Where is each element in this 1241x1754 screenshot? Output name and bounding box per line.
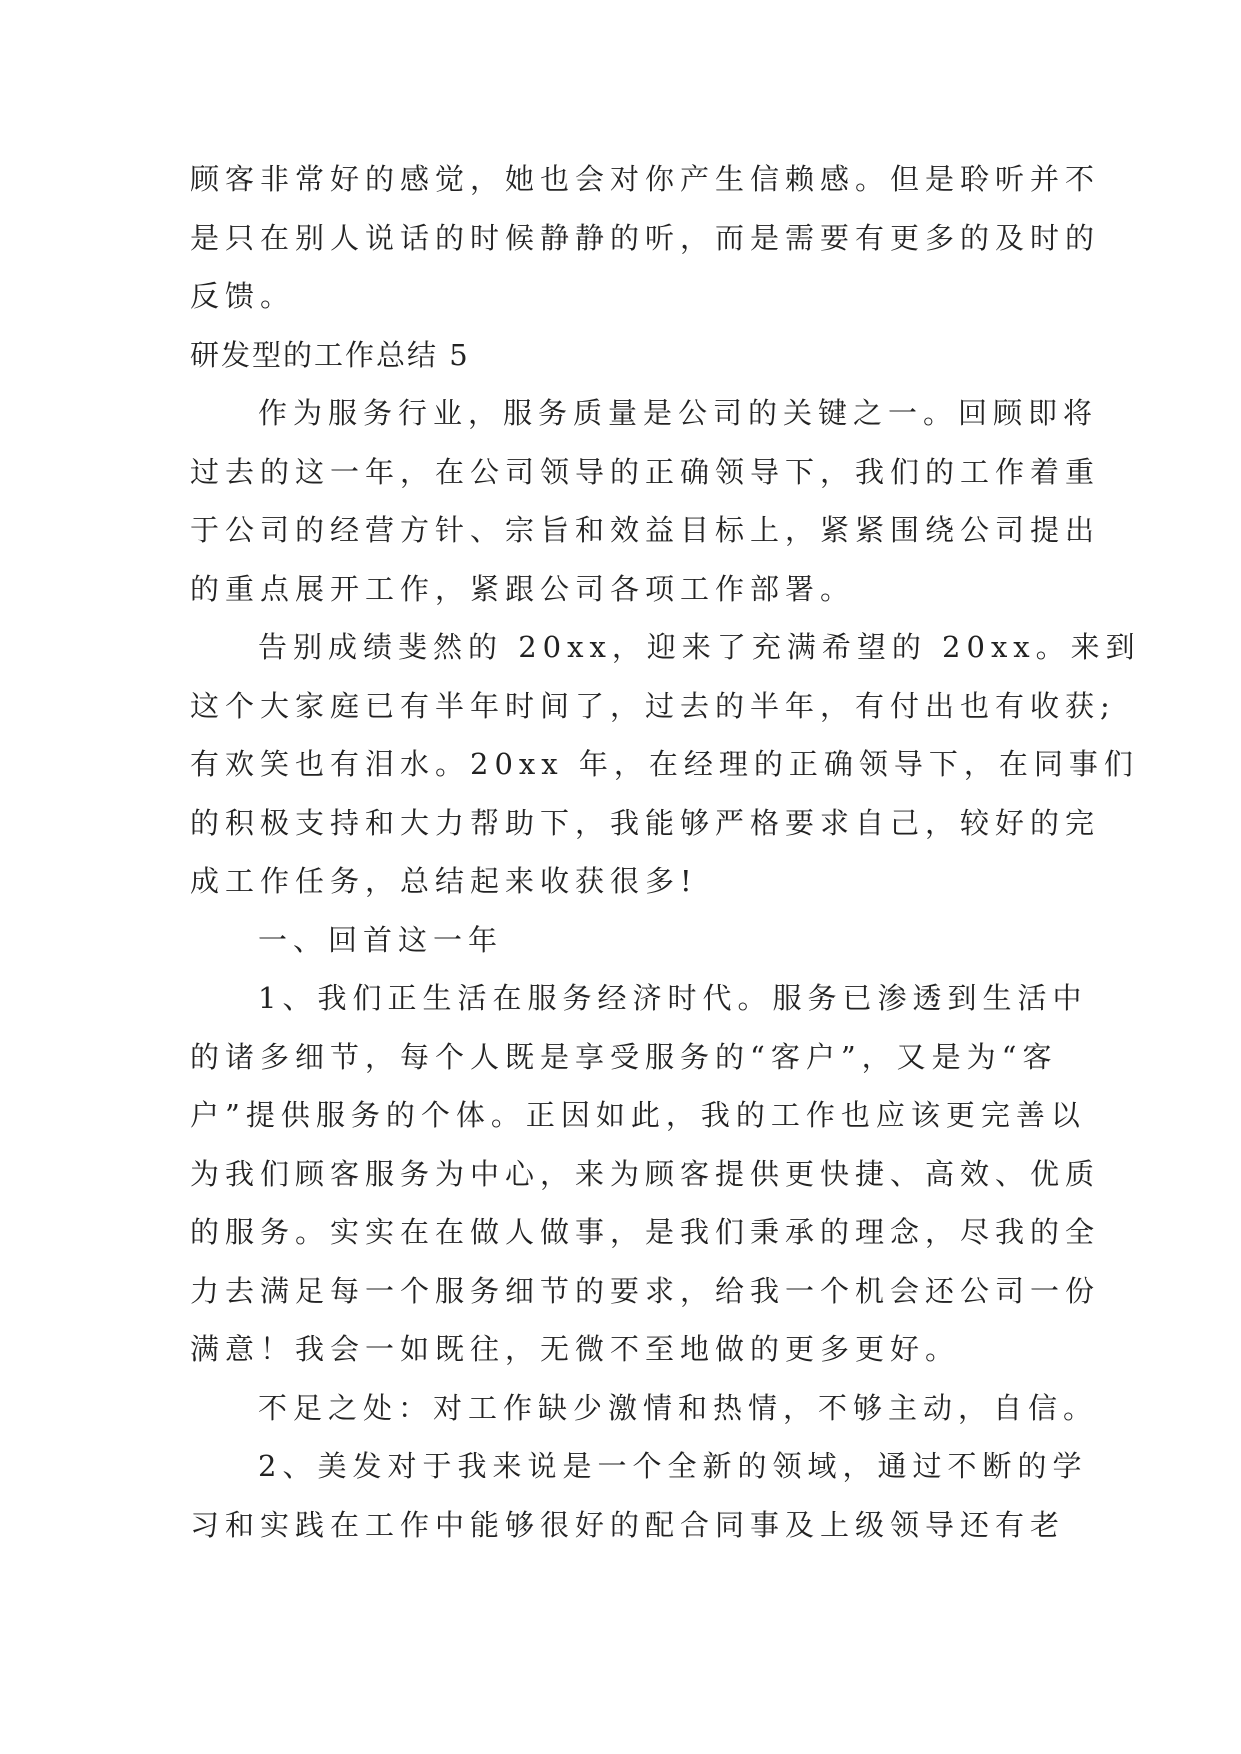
- text-line: 的积极支持和大力帮助下，我能够严格要求自己，较好的完: [190, 805, 1101, 840]
- text-line: 的服务。实实在在做人做事，是我们秉承的理念，尽我的全: [190, 1215, 1101, 1249]
- paragraph-first-line: 作为服务行业，服务质量是公司的关键之一。回顾即将: [258, 396, 1099, 430]
- text-line: 的重点展开工作，紧跟公司各项工作部署。: [190, 571, 856, 606]
- document-body: [190, 150, 1141, 1554]
- paragraph-first-line: 2、美发对于我来说是一个全新的领域，通过不断的学: [258, 1449, 1088, 1483]
- paragraph-first-line: 告别成绩斐然的 20xx，迎来了充满希望的 20xx。来到: [258, 630, 1141, 664]
- section-heading: 研发型的工作总结 5: [190, 337, 470, 372]
- text-line: 于公司的经营方针、宗旨和效益目标上，紧紧围绕公司提出: [190, 513, 1101, 547]
- text-line: 过去的这一年，在公司领导的正确领导下，我们的工作着重: [190, 454, 1101, 489]
- text-line: 习和实践在工作中能够很好的配合同事及上级领导还有老: [190, 1507, 1066, 1542]
- text-line: 满意！我会一如既往，无微不至地做的更多更好。: [190, 1332, 961, 1366]
- text-line: 的诸多细节，每个人既是享受服务的“客户”，又是为“客: [190, 1039, 1058, 1074]
- text-line: 反馈。: [190, 279, 296, 313]
- text-line: 有欢笑也有泪水。20xx 年，在经理的正确领导下，在同事们: [190, 747, 1139, 781]
- text-line: 这个大家庭已有半年时间了，过去的半年，有付出也有收获;: [190, 688, 1116, 723]
- text-line: 是只在别人说话的时候静静的听，而是需要有更多的及时的: [190, 220, 1101, 255]
- subheading: 一、回首这一年: [258, 922, 504, 957]
- text-line: 成工作任务，总结起来收获很多!: [190, 864, 698, 898]
- text-line: 顾客非常好的感觉，她也会对你产生信赖感。但是聆听并不: [190, 162, 1101, 196]
- paragraph-first-line: 1、我们正生活在服务经济时代。服务已渗透到生活中: [258, 981, 1088, 1015]
- text-line: 力去满足每一个服务细节的要求，给我一个机会还公司一份: [190, 1273, 1101, 1308]
- text-line: 为我们顾客服务为中心，来为顾客提供更快捷、高效、优质: [190, 1156, 1101, 1191]
- text-line: 户”提供服务的个体。正因如此，我的工作也应该更完善以: [190, 1098, 1086, 1132]
- paragraph-first-line: 不足之处：对工作缺少激情和热情，不够主动，自信。: [258, 1390, 1099, 1425]
